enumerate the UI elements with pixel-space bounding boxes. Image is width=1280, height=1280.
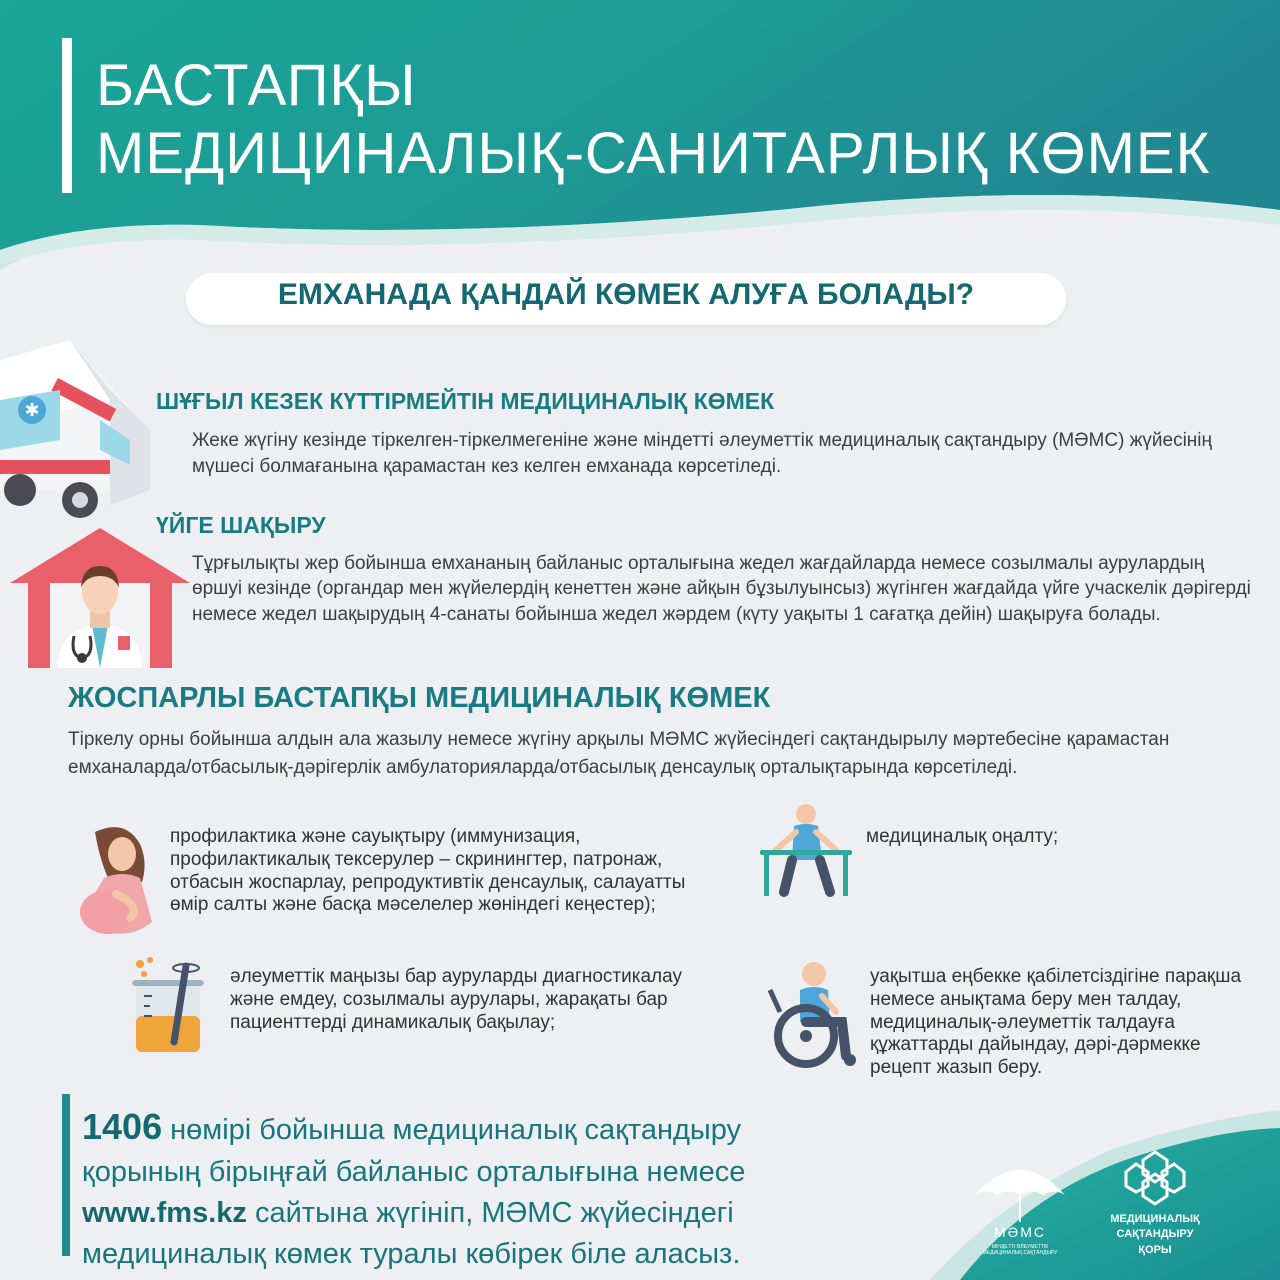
pregnant-woman-icon [70, 822, 160, 937]
title-accent-bar [62, 38, 72, 193]
urgent-heading: ШҰҒЫЛ КЕЗЕК КҮТТІРМЕЙТІН МЕДИЦИНАЛЫҚ КӨМЕК [156, 388, 775, 414]
footer-text-1: нөмірі бойынша медициналық сақтандыру қорының бірыңғай байланыс орталығына немесе [82, 1114, 746, 1189]
page-title-line1: БАСТАПҚЫ [96, 53, 417, 118]
doctor-house-icon [10, 528, 190, 668]
item-rehab-text: медициналық оңалту; [866, 826, 1059, 847]
wheelchair-icon [766, 960, 866, 1070]
ambulance-icon [0, 340, 160, 520]
home-call-heading: ҮЙГЕ ШАҚЫРУ [156, 512, 326, 538]
planned-heading: ЖОСПАРЛЫ БАСТАПҚЫ МЕДИЦИНАЛЫҚ КӨМЕК [68, 682, 771, 714]
website-link[interactable]: www.fms.kz [82, 1196, 247, 1229]
fund-logo-line3: ҚОРЫ [1138, 1243, 1172, 1256]
fund-snowflake-logo-icon [1122, 1148, 1188, 1208]
footer-info [82, 1102, 802, 1274]
item-prevention-text: профилактика және сауықтыру (иммунизация, профилактикалық тексерулер – скринингтер, патронаж, отбасын жоспарлау, репродуктивтік денсаулық, салауатты өмір салты және басқа мәселелер жөніндегі кеңестер); [170, 826, 686, 916]
lab-beaker-icon [130, 956, 210, 1056]
rehab-walker-icon [756, 800, 856, 900]
hotline-number: 1406 [82, 1106, 163, 1147]
footer-text-2: сайтына жүгініп, МӘМС жүйесіндегі медициналық көмек туралы көбірек біле аласыз. [82, 1196, 741, 1270]
fund-logo-line2: САҚТАНДЫРУ [1116, 1228, 1194, 1241]
umbrella-logo-icon [970, 1150, 1070, 1230]
home-call-text: Тұрғылықты жер бойынша емхананың байланыс орталығына жедел жағдайларда немесе созылмалы аурулардың өршуі кезінде (органдар мен жүйелердің кенеттен және айқын бұзылуынсыз) жүгінген жағдайда үйге учаскелік дәрігерді немесе жедел шақырудың 4-санаты бойынша жедел жәрдем (күту уақыты 1 сағатқа дейін) шақыруға болады. [192, 553, 1251, 625]
mams-logo-label: МӘМС [994, 1224, 1046, 1240]
fund-logo-line1: МЕДИЦИНАЛЫҚ [1110, 1213, 1200, 1225]
svg-text:✱: ✱ [24, 400, 40, 421]
item-disability-text: уақытша еңбекке қабілетсіздігіне парақша немесе анықтама беру мен талдау, медициналық-әлеуметтік талдауға құжаттарды дайындау, дәрі-дәрмекке рецепт жазып беру. [870, 966, 1242, 1079]
fund-logo-label [1090, 1212, 1220, 1258]
page-subtitle: ЕМХАНАДА ҚАНДАЙ КӨМЕК АЛУҒА БОЛАДЫ? [277, 278, 975, 311]
urgent-text: Жеке жүгіну кезінде тіркелген-тіркелмегеніне және міндетті әлеуметтік медициналық сақтандыру (МӘМС) жүйесінің мүшесі болмағанына қарамастан кез келген емханада көрсетіледі. [192, 430, 1213, 478]
page-title-line2: МЕДИЦИНАЛЫҚ-САНИТАРЛЫҚ КӨМЕК [96, 121, 1211, 186]
item-diagnostics-text: әлеуметтік маңызы бар ауруларды диагностикалау және емдеу, созылмалы аурулары, жарақаты бар пациенттерді динамикалық бақылау; [230, 966, 682, 1033]
planned-text: Тіркелу орны бойынша алдын ала жазылу немесе жүгіну арқылы МӘМС жүйесіндегі сақтандырылу мәртебесіне қарамастан емханаларда/отбасылық-дәрігерлік амбулаторияларда/отбасылық денсаулық орталықтарында көрсетіледі. [68, 729, 1170, 778]
mams-logo-small: МІНДЕТТІ ӘЛЕУМЕТТІК МЕДИЦИНАЛЫҚ САҚТАНДЫРУ [982, 1244, 1058, 1256]
footer-accent-bar [62, 1094, 70, 1256]
